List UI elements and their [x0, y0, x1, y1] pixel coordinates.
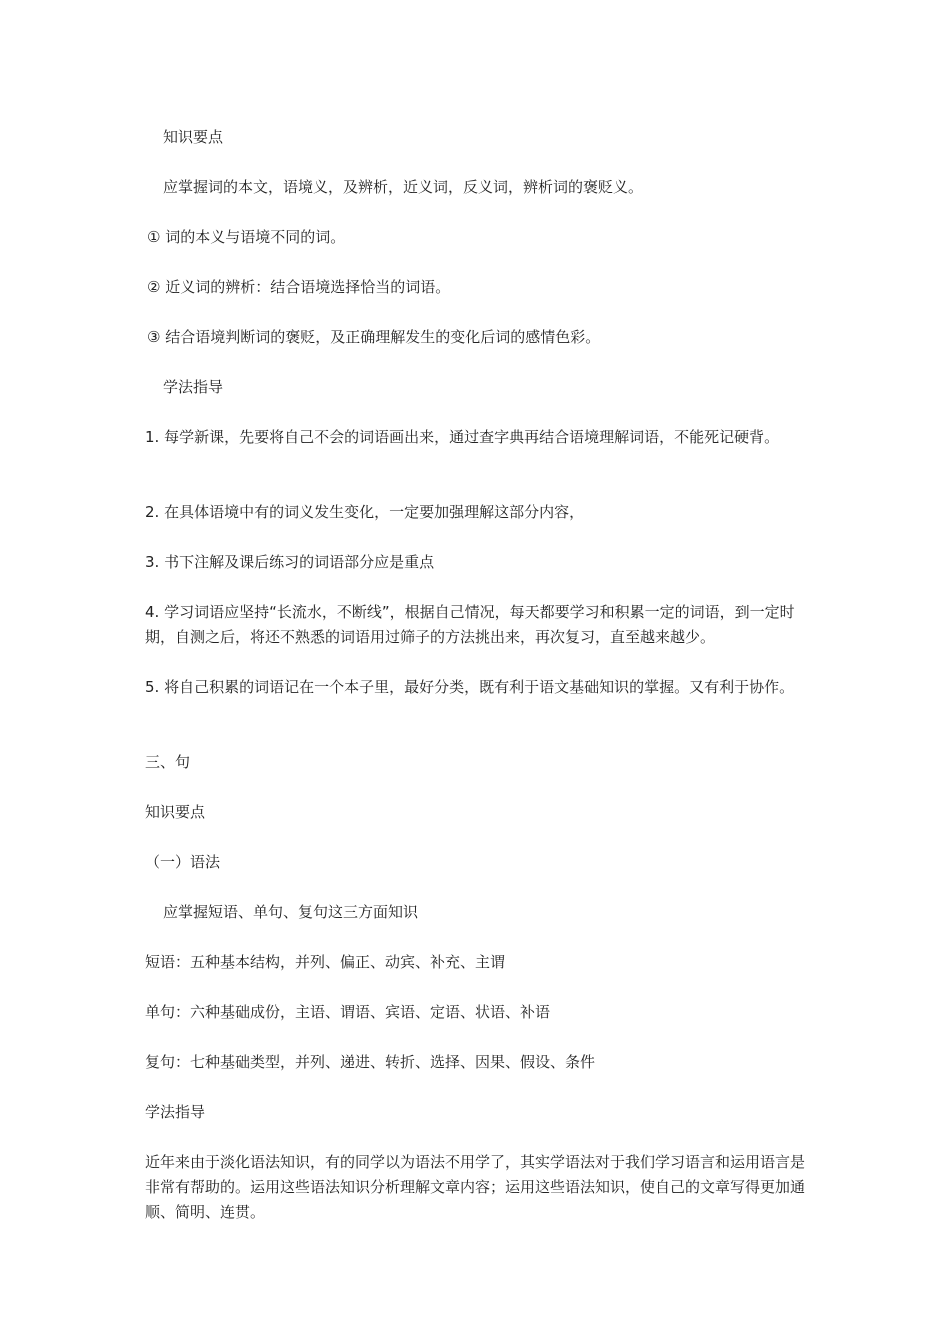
circled-item-3: ③ 结合语境判断词的褒贬，及正确理解发生的变化后词的感情色彩。	[147, 328, 601, 346]
grammar-intro: 应掌握短语、单句、复句这三方面知识	[163, 903, 419, 921]
closing-paragraph: 近年来由于淡化语法知识，有的同学以为语法不用学了，其实学语法对于我们学习语言和运用语言是非常有帮助的。运用这些语法知识分析理解文章内容；运用这些语法知识，使自己的文章写得更加通顺、简明、连贯。	[145, 1153, 806, 1221]
circled-item-2: ② 近义词的辨析：结合语境选择恰当的词语。	[147, 278, 451, 296]
section-heading-knowledge-points: 知识要点	[163, 128, 224, 146]
section-heading-study-methods-2: 学法指导	[145, 1103, 206, 1121]
intro-paragraph: 应掌握词的本文，语境义，及辨析，近义词，反义词，辨析词的褒贬义。	[163, 178, 644, 196]
circled-item-1: ① 词的本义与语境不同的词。	[147, 228, 346, 246]
numbered-item-4: 4. 学习词语应坚持“长流水，不断线”，根据自己情况，每天都要学习和积累一定的词语，到一定时期，自测之后，将还不熟悉的词语用过筛子的方法挑出来，再次复习，直至越来越少。	[145, 603, 795, 646]
numbered-item-5: 5. 将自己积累的词语记在一个本子里，最好分类，既有利于语文基础知识的掌握。又有利于协作。	[145, 678, 795, 696]
section-heading-knowledge-points-2: 知识要点	[145, 803, 206, 821]
section-heading-study-methods: 学法指导	[163, 378, 224, 396]
numbered-item-1: 1. 每学新课，先要将自己不会的词语画出来，通过查字典再结合语境理解词语，不能死记硬背。	[145, 428, 780, 446]
grammar-item-compound-sentences: 复句：七种基础类型，并列、递进、转折、选择、因果、假设、条件	[145, 1053, 596, 1071]
chapter-heading: 三、句	[145, 753, 191, 771]
numbered-item-3: 3. 书下注解及课后练习的词语部分应是重点	[145, 553, 435, 571]
numbered-item-2: 2. 在具体语境中有的词义发生变化，一定要加强理解这部分内容，	[145, 503, 585, 521]
grammar-item-phrases: 短语：五种基本结构，并列、偏正、动宾、补充、主谓	[145, 953, 506, 971]
subsection-heading-grammar: （一）语法	[145, 853, 221, 871]
grammar-item-simple-sentences: 单句：六种基础成份，主语、谓语、宾语、定语、状语、补语	[145, 1003, 551, 1021]
